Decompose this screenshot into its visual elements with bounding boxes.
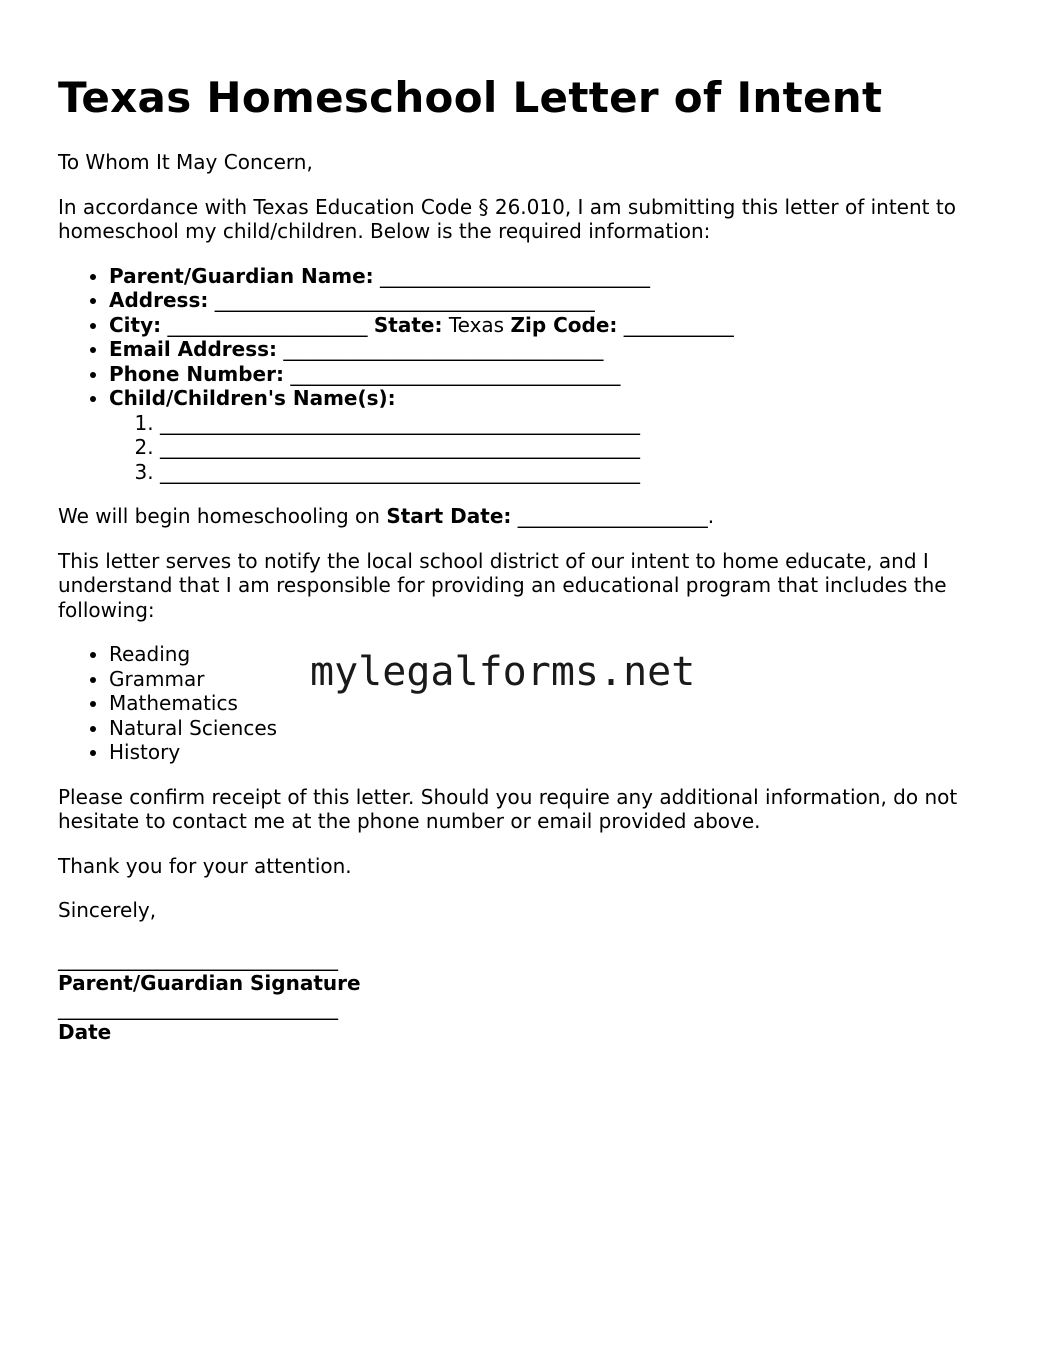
start-date-sentence: [58, 504, 998, 529]
zip-blank[interactable]: ___________: [623, 312, 734, 337]
salutation: To Whom It May Concern,: [58, 150, 313, 174]
address-label: Address:: [109, 288, 209, 312]
watermark-text: mylegalforms.net: [310, 649, 696, 695]
field-address: [109, 288, 998, 313]
state-value: Texas: [448, 312, 505, 337]
start-date-blank[interactable]: ___________________: [517, 504, 708, 528]
parent-name-label: Parent/Guardian Name:: [109, 263, 374, 288]
address-blank[interactable]: ______________________________________: [214, 288, 595, 312]
subject-item: • History: [109, 740, 998, 765]
children-label: Child/Children's Name(s):: [109, 386, 396, 410]
start-suffix: .: [707, 504, 715, 528]
date-blank[interactable]: ____________________________: [58, 995, 338, 1020]
confirm-paragraph: Please confirm receipt of this letter. Should you require any additional information, do not hesitate to contact me at the phone number or email provided above.: [58, 784, 958, 833]
zip-label: Zip Code:: [510, 312, 618, 337]
email-label: Email Address:: [109, 337, 278, 361]
start-prefix: We will begin homeschooling on: [58, 504, 380, 528]
date-label: Date: [58, 1020, 112, 1044]
email-blank[interactable]: ________________________________: [283, 337, 604, 361]
subject-item: • Grammar: [109, 667, 998, 692]
state-label: State:: [373, 312, 443, 337]
city-label: City:: [109, 312, 162, 337]
phone-label: Phone Number:: [109, 361, 284, 386]
field-phone: [109, 362, 998, 387]
field-parent-name: [109, 264, 998, 289]
subjects-section: [58, 642, 998, 765]
phone-blank[interactable]: _________________________________: [290, 361, 621, 386]
child-blank-2[interactable]: 2. ________________________________________________: [160, 435, 998, 460]
page-title: Texas Homeschool Letter of Intent: [58, 73, 883, 122]
intro-paragraph: In accordance with Texas Education Code § 26.010, I am submitting this letter of intent to homeschool my child/children. Below is the required information:: [58, 194, 956, 243]
letter-page: [58, 72, 998, 1045]
subject-item: • Reading: [109, 642, 998, 667]
field-city-state-zip: [109, 313, 998, 338]
child-blank-1[interactable]: 1. ________________________________________________: [160, 411, 998, 436]
subject-item: • Mathematics: [109, 691, 998, 716]
field-email: [109, 337, 998, 362]
child-blank-3[interactable]: 3. ________________________________________________: [160, 460, 998, 485]
required-info-list: [58, 264, 998, 485]
signature-blank[interactable]: ____________________________: [58, 946, 338, 971]
signature-label: Parent/Guardian Signature: [58, 971, 361, 995]
subject-item: • Natural Sciences: [109, 716, 998, 741]
field-children: [109, 386, 998, 484]
notify-paragraph: This letter serves to notify the local school district of our intent to home educate, and I understand that I am responsible for providing an educational program that includes the following:: [58, 548, 947, 622]
children-list: [109, 411, 998, 485]
closing-line: Sincerely,: [58, 898, 157, 922]
city-blank[interactable]: ____________________: [167, 312, 368, 337]
thanks-line: Thank you for your attention.: [58, 853, 352, 878]
start-date-label: Start Date:: [386, 504, 512, 528]
parent-name-blank[interactable]: ___________________________: [380, 263, 651, 288]
